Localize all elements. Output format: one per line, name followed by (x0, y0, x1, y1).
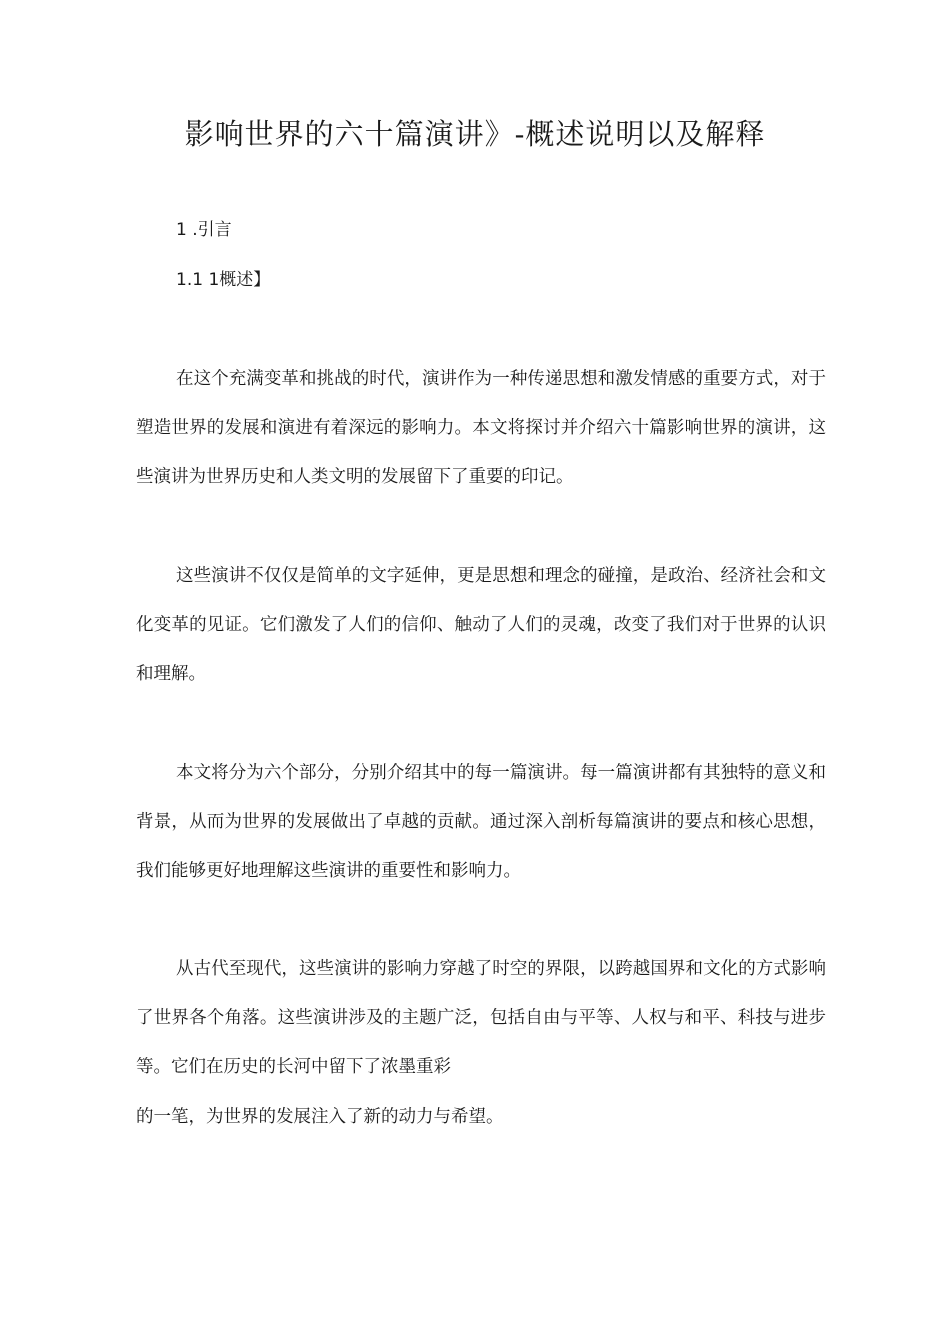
body-paragraph: 从古代至现代，这些演讲的影响力穿越了时空的界限，以跨越国界和文化的方式影响了世界各个角落。这些演讲涉及的主题广泛，包括自由与平等、人权与和平、科技与进步等。它们在历史的长河中留下了浓墨重彩 (136, 959, 826, 1077)
document-title: 影响世界的六十篇演讲》-概述说明以及解释 (184, 117, 766, 151)
body-paragraph-continuation: 的一笔，为世界的发展注入了新的动力与希望。 (136, 1107, 504, 1127)
subsection-heading-overview: 1.1 1概述】 (176, 270, 271, 290)
body-paragraph: 本文将分为六个部分，分别介绍其中的每一篇演讲。每一篇演讲都有其独特的意义和背景，从而为世界的发展做出了卓越的贡献。通过深入剖析每篇演讲的要点和核心思想，我们能够更好地理解这些演讲的重要性和影响力。 (136, 763, 826, 881)
section-heading-intro: 1 .引言 (176, 220, 232, 240)
body-paragraph: 这些演讲不仅仅是简单的文字延伸，更是思想和理念的碰撞，是政治、经济社会和文化变革的见证。它们激发了人们的信仰、触动了人们的灵魂，改变了我们对于世界的认识和理解。 (136, 566, 826, 684)
body-paragraph: 在这个充满变革和挑战的时代，演讲作为一种传递思想和激发情感的重要方式，对于塑造世界的发展和演进有着深远的影响力。本文将探讨并介绍六十篇影响世界的演讲，这些演讲为世界历史和人类文明的发展留下了重要的印记。 (136, 369, 826, 487)
